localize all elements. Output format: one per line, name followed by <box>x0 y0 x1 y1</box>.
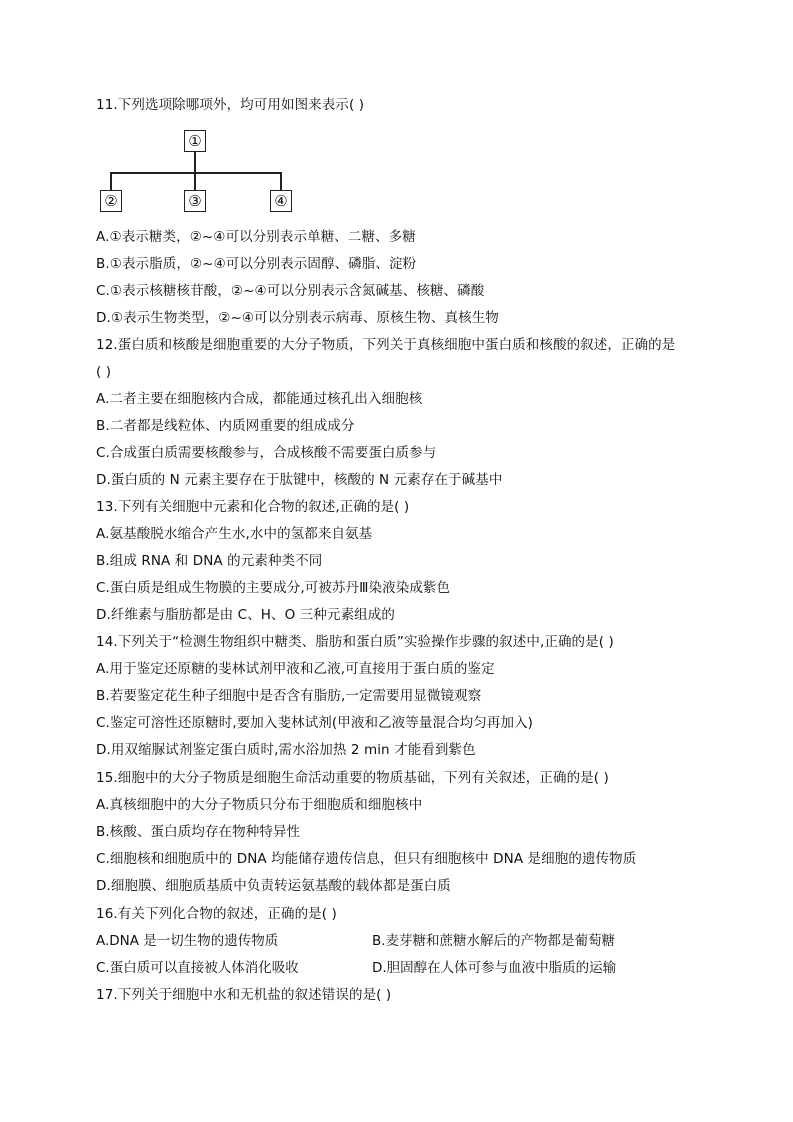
q12-option-c: C.合成蛋白质需要核酸参与，合成核酸不需要蛋白质参与 <box>96 445 437 461</box>
q11-option-c: C.①表示核糖核苷酸，②~④可以分别表示含氮碱基、核糖、磷酸 <box>96 283 485 299</box>
q13-option-c: C.蛋白质是组成生物膜的主要成分,可被苏丹Ⅲ染液染成紫色 <box>96 580 451 596</box>
diagram-connector <box>110 172 281 174</box>
q11-tree-diagram <box>96 126 316 218</box>
diagram-connector <box>280 172 282 190</box>
q14-option-b: B.若要鉴定花生种子细胞中是否含有脂肪,一定需要用显微镜观察 <box>96 688 482 704</box>
q14-stem: 14.下列关于“检测生物组织中糖类、脂肪和蛋白质”实验操作步骤的叙述中,正确的是( ) <box>96 634 614 650</box>
q13-stem: 13.下列有关细胞中元素和化合物的叙述,正确的是( ) <box>96 499 410 515</box>
q16-option-a: A.DNA 是一切生物的遗传物质 <box>96 933 279 949</box>
diagram-box-3: ③ <box>184 190 206 212</box>
q11-option-d: D.①表示生物类型，②~④可以分别表示病毒、原核生物、真核生物 <box>96 310 499 326</box>
q15-stem: 15.细胞中的大分子物质是细胞生命活动重要的物质基础，下列有关叙述，正确的是( ) <box>96 770 609 786</box>
q15-option-a: A.真核细胞中的大分子物质只分布于细胞质和细胞核中 <box>96 797 423 813</box>
q12-option-b: B.二者都是线粒体、内质网重要的组成成分 <box>96 418 355 434</box>
q13-option-d: D.纤维素与脂肪都是由 C、H、O 三种元素组成的 <box>96 607 395 623</box>
q16-option-c: C.蛋白质可以直接被人体消化吸收 <box>96 960 299 976</box>
diagram-box-4: ④ <box>270 190 292 212</box>
q15-option-c: C.细胞核和细胞质中的 DNA 均能储存遗传信息，但只有细胞核中 DNA 是细胞的遗传物质 <box>96 851 637 867</box>
q15-option-b: B.核酸、蛋白质均存在物种特异性 <box>96 824 301 840</box>
q13-option-b: B.组成 RNA 和 DNA 的元素种类不同 <box>96 553 323 569</box>
q11-option-b: B.①表示脂质，②~④可以分别表示固醇、磷脂、淀粉 <box>96 256 417 272</box>
q14-option-d: D.用双缩脲试剂鉴定蛋白质时,需水浴加热 2 min 才能看到紫色 <box>96 742 476 758</box>
q15-option-d: D.细胞膜、细胞质基质中负责转运氨基酸的载体都是蛋白质 <box>96 878 451 894</box>
diagram-box-2: ② <box>100 190 122 212</box>
q16-option-d: D.胆固醇在人体可参与血液中脂质的运输 <box>372 960 617 976</box>
q11-stem: 11.下列选项除哪项外，均可用如图来表示( ) <box>96 97 365 113</box>
q16-option-b: B.麦芽糖和蔗糖水解后的产物都是葡萄糖 <box>372 933 616 949</box>
diagram-box-1: ① <box>184 130 206 152</box>
diagram-connector <box>194 152 196 172</box>
q12-option-d: D.蛋白质的 N 元素主要存在于肽键中，核酸的 N 元素存在于碱基中 <box>96 472 503 488</box>
q17-stem: 17.下列关于细胞中水和无机盐的叙述错误的是( ) <box>96 987 392 1003</box>
q16-stem: 16.有关下列化合物的叙述，正确的是( ) <box>96 906 337 922</box>
q12-stem-cont: ( ) <box>96 364 112 380</box>
diagram-connector <box>194 172 196 190</box>
q11-option-a: A.①表示糖类，②~④可以分别表示单糖、二糖、多糖 <box>96 229 416 245</box>
q12-option-a: A.二者主要在细胞核内合成，都能通过核孔出入细胞核 <box>96 391 423 407</box>
diagram-connector <box>110 172 112 190</box>
q14-option-c: C.鉴定可溶性还原糖时,要加入斐林试剂(甲液和乙液等量混合均匀再加入) <box>96 715 534 731</box>
q13-option-a: A.氨基酸脱水缩合产生水,水中的氢都来自氨基 <box>96 526 373 542</box>
q14-option-a: A.用于鉴定还原糖的斐林试剂甲液和乙液,可直接用于蛋白质的鉴定 <box>96 661 495 677</box>
q12-stem: 12.蛋白质和核酸是细胞重要的大分子物质，下列关于真核细胞中蛋白质和核酸的叙述，正确的是 <box>96 337 676 353</box>
